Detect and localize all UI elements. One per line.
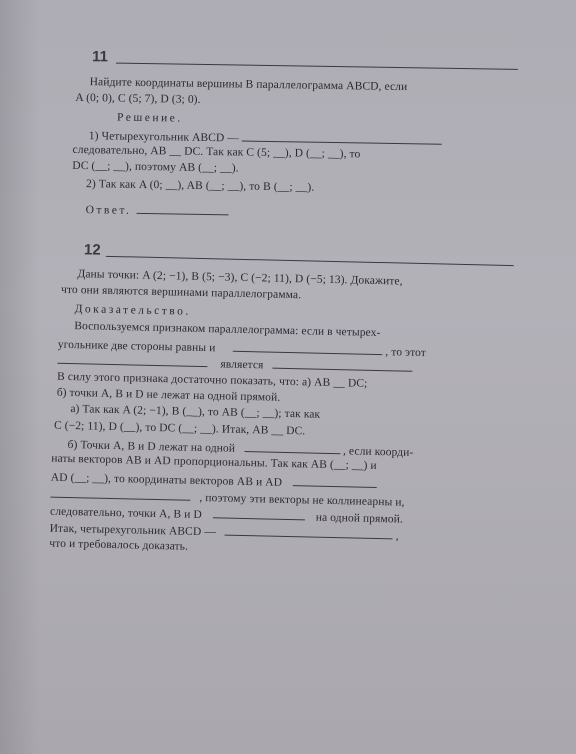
answer-blank[interactable] xyxy=(50,487,190,501)
proof-text: , если коорди- xyxy=(342,445,414,459)
task-text-line: Даны точки: A (2; −1), B (5; −3), C (−2; 11), D (−5; 13). Докажите, xyxy=(77,268,403,288)
answer-blank[interactable] xyxy=(232,341,382,355)
answer-blank[interactable] xyxy=(57,353,207,367)
proof-text: б) Точки A, B и D лежат на одной xyxy=(67,438,236,455)
task-text-line: Найдите координаты вершины B параллелограмма ABCD, если xyxy=(89,76,408,94)
proof-text: на одной прямой. xyxy=(315,511,404,526)
task-text-line: A (0; 0), C (5; 7), D (3; 0). xyxy=(75,91,201,106)
task-divider xyxy=(106,256,514,266)
solution-text: DC (__; __), поэтому AB (__; __). xyxy=(72,159,239,175)
proof-text: , поэтому эти векторы не коллинеарны и, xyxy=(199,492,405,509)
proof-text: что и требовалось доказать. xyxy=(49,537,189,553)
page-shadow xyxy=(0,0,40,754)
solution-text: 1) Четырехугольник ABCD — xyxy=(88,130,240,145)
task-number: 12 xyxy=(83,241,101,259)
solution-text: 2) Так как A (0; __), AB (__; __), то B (__; __). xyxy=(85,178,315,194)
proof-text: б) точки A, B и D не лежат на одной прямой. xyxy=(56,386,281,404)
proof-text: а) Так как A (2; −1), B (__), то AB (__; __); так как xyxy=(70,403,321,421)
answer-blank[interactable] xyxy=(213,507,305,520)
proof-text: AD (__; __), то координаты векторов AB и AD xyxy=(50,471,283,489)
task-number: 11 xyxy=(91,48,109,66)
answer-blank[interactable] xyxy=(225,525,393,540)
proof-text: угольнике две стороны равны и xyxy=(57,338,216,355)
proof-text: В силу этого признака достаточно показать, что: а) AB __ DC; xyxy=(56,370,368,390)
answer-label: Ответ. xyxy=(85,204,132,217)
proof-text: наты векторов AB и AD пропорциональны. Так как AB (__; __) и xyxy=(51,452,377,473)
answer-blank[interactable] xyxy=(244,441,340,454)
proof-text: C (−2; 11), D (__), то DC (__; __). Итак, AB __ DC. xyxy=(53,419,306,438)
answer-blank[interactable] xyxy=(293,475,377,488)
answer-line xyxy=(86,202,229,218)
proof-text: Воспользуемся признаком параллелограмма: если в четырех- xyxy=(74,320,381,340)
task-text-line: что они являются вершинами параллелограмма. xyxy=(60,283,302,302)
task-divider xyxy=(116,63,518,70)
answer-blank[interactable] xyxy=(242,131,442,145)
answer-blank[interactable] xyxy=(272,358,412,372)
solution-text: следовательно, AB __ DC. Так как C (5; __), D (__; __), то xyxy=(72,143,361,161)
proof-text: является xyxy=(220,358,264,372)
solution-heading: Решение. xyxy=(117,111,183,125)
proof-heading: Доказательство. xyxy=(74,303,191,318)
proof-text: Итак, четырехугольник ABCD — xyxy=(49,522,217,539)
proof-text: следовательно, точки A, B и D xyxy=(49,505,202,522)
task-11 xyxy=(1,0,576,217)
answer-blank[interactable] xyxy=(137,203,229,215)
proof-text: , то этот xyxy=(385,346,427,360)
proof-line: Итак, четырехугольник ABCD — , xyxy=(49,522,399,543)
